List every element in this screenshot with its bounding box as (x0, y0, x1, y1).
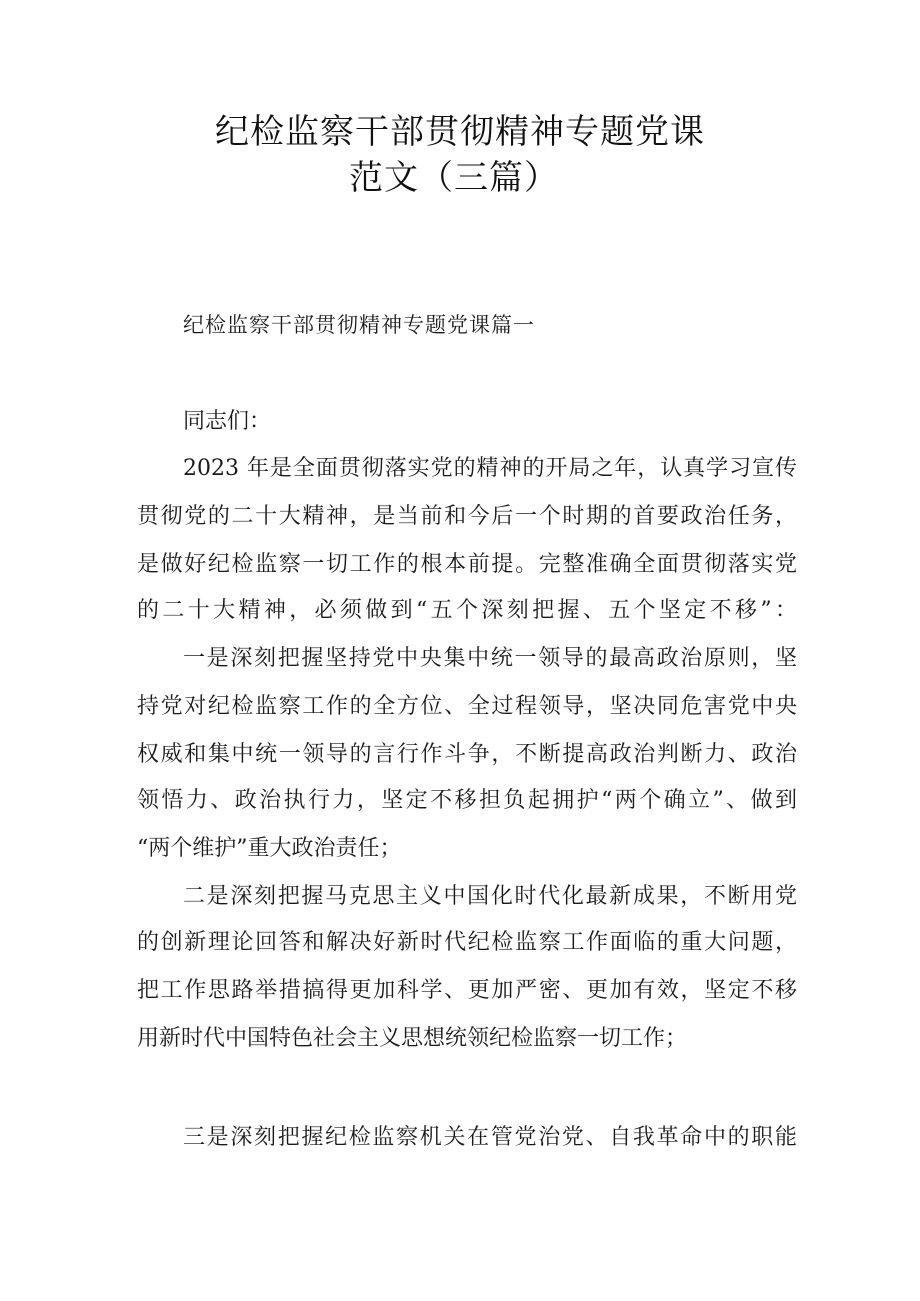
section-heading: 纪检监察干部贯彻精神专题党课篇一 (183, 313, 535, 337)
salutation: 同志们： (183, 409, 272, 434)
paragraph-line: 二是深刻把握马克思主义中国化时代化最新成果，不断用党 (183, 884, 797, 909)
paragraph-line: 权威和集中统一领导的言行作斗争，不断提高政治判断力、政治 (137, 742, 797, 767)
paragraph-line: 2023 年是全面贯彻落实党的精神的开局之年，认真学习宣传 (183, 456, 797, 481)
document-title-line-2: 范文（三篇） (349, 158, 559, 198)
paragraph-line: “两个维护”重大政治责任； (137, 836, 402, 861)
paragraph-line: 的二十大精神，必须做到“五个深刻把握、五个坚定不移”： (137, 598, 797, 623)
document-title-line-1: 纪检监察干部贯彻精神专题党课 (215, 112, 705, 152)
paragraph-line: 持党对纪检监察工作的全方位、全过程领导，坚决同危害党中央 (137, 694, 797, 719)
paragraph-line: 把工作思路举措搞得更加科学、更加严密、更加有效，坚定不移 (137, 978, 797, 1003)
paragraph-line: 贯彻党的二十大精神，是当前和今后一个时期的首要政治任务， (137, 504, 797, 529)
paragraph-line: 一是深刻把握坚持党中央集中统一领导的最高政治原则，坚 (183, 646, 797, 671)
paragraph-line: 三是深刻把握纪检监察机关在管党治党、自我革命中的职能 (183, 1125, 797, 1150)
paragraph-line: 的创新理论回答和解决好新时代纪检监察工作面临的重大问题， (137, 930, 797, 955)
paragraph-line: 领悟力、政治执行力，坚定不移担负起拥护“两个确立”、做到 (137, 788, 797, 813)
paragraph-line: 是做好纪检监察一切工作的根本前提。完整准确全面贯彻落实党 (137, 552, 797, 577)
paragraph-line: 用新时代中国特色社会主义思想统领纪检监察一切工作； (137, 1026, 688, 1051)
